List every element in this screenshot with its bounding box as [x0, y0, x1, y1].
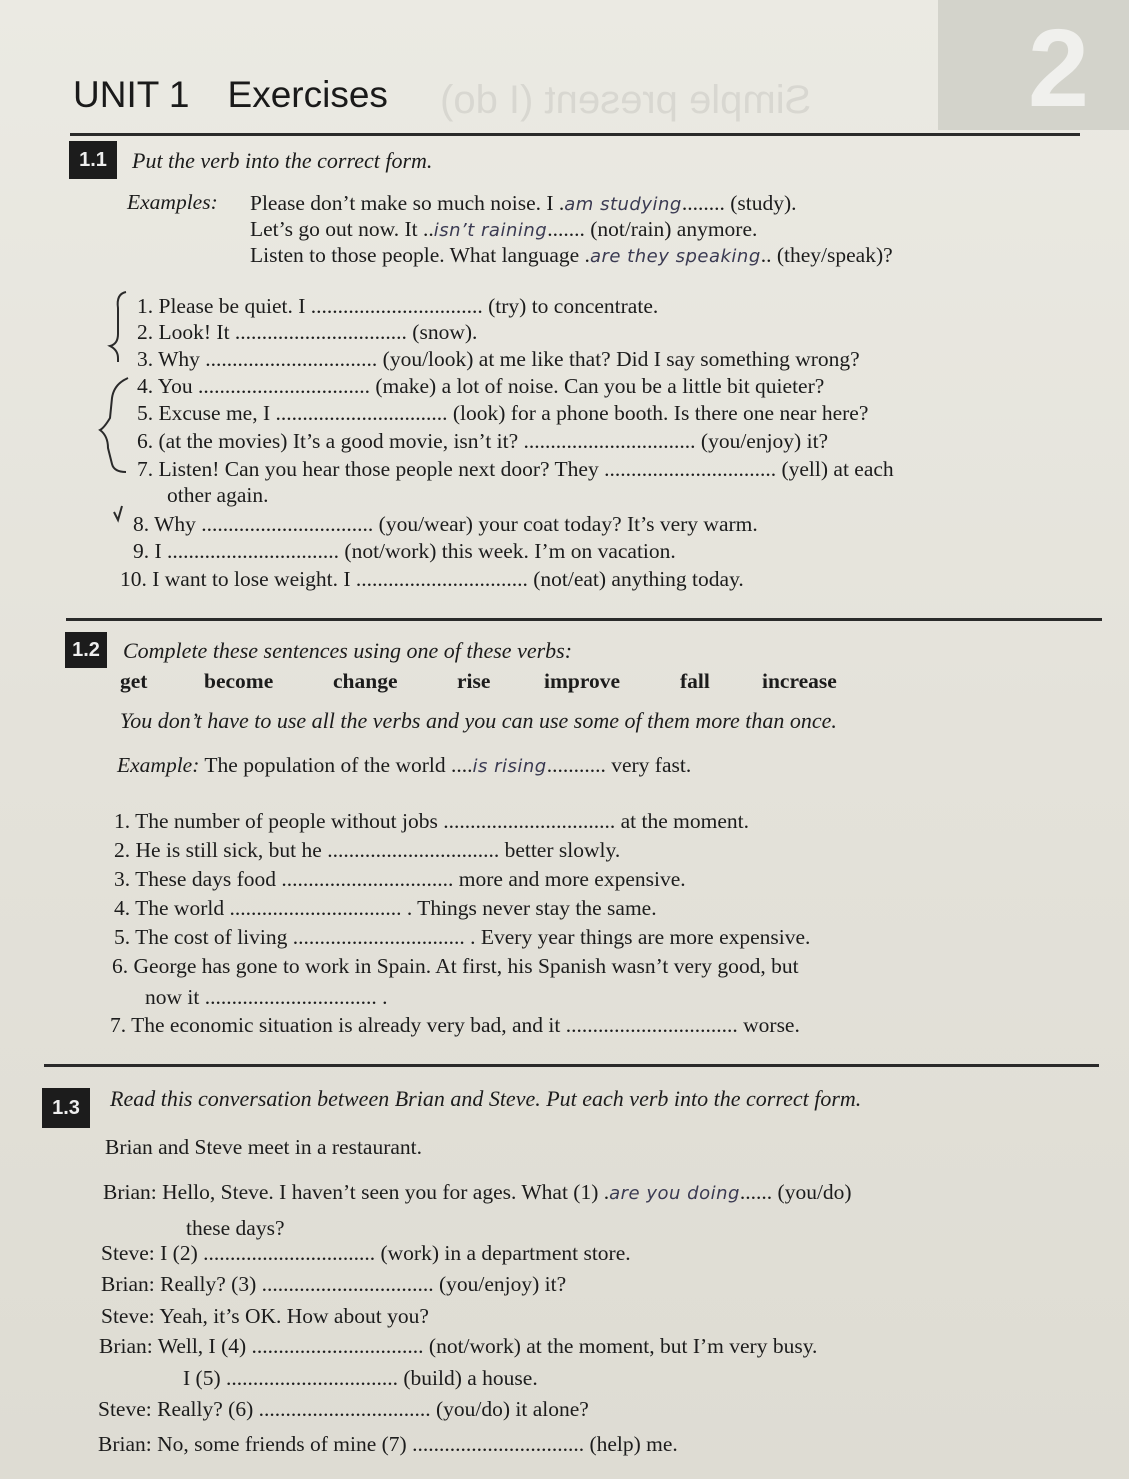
- verb-word: increase: [762, 669, 837, 693]
- handwritten-answer: are you doing: [609, 1183, 740, 1204]
- speaker-label: Steve:: [98, 1397, 152, 1421]
- conversation-line: Brian: Really? (3) ................................ (you/enjoy) it?: [101, 1272, 567, 1296]
- exercise-item: 2. He is still sick, but he ................................ better slowly.: [114, 838, 621, 862]
- example-line-1: Please don’t make so much noise. I .am studying........ (study).: [250, 191, 797, 215]
- exercise-item: 4. You ................................ (make) a lot of noise. Can you be a little bit quieter?: [137, 374, 825, 398]
- conversation-line: these days?: [186, 1216, 285, 1240]
- handwritten-answer: is rising: [472, 756, 547, 777]
- verb-word: rise: [457, 669, 491, 693]
- conversation-line: Brian: Hello, Steve. I haven’t seen you for ages. What (1) .are you doing...... (you/do): [103, 1180, 852, 1204]
- exercise-item: 1. Please be quiet. I ................................ (try) to concentrate.: [137, 294, 659, 318]
- speaker-label: Brian:: [99, 1334, 153, 1358]
- exercise-instruction-1-1: Put the verb into the correct form.: [132, 148, 433, 173]
- exercise-item: 10. I want to lose weight. I ................................ (not/eat) anything today.: [120, 567, 744, 591]
- exercise-item: 5. Excuse me, I ................................ (look) for a phone booth. Is there one near here?: [137, 401, 869, 425]
- speaker-label: Brian:: [101, 1272, 155, 1296]
- speaker-label: Steve:: [101, 1304, 155, 1328]
- corner-number: 2: [1027, 7, 1089, 130]
- speaker-label: Brian:: [103, 1180, 157, 1204]
- exercise-badge-1-2: 1.2: [65, 632, 107, 668]
- speaker-label: Brian:: [98, 1432, 152, 1456]
- handwritten-answer: isn’t raining: [433, 220, 548, 241]
- exercise-item: 3. Why ................................ (you/look) at me like that? Did I say something wrong?: [137, 347, 860, 371]
- examples-label: Examples:: [127, 190, 218, 214]
- exercise-item: 5. The cost of living ................................ . Every year things are more expensive.: [114, 925, 811, 949]
- exercises-label: Exercises: [227, 74, 388, 115]
- page-title: [73, 74, 388, 116]
- exercise-badge-1-3: 1.3: [42, 1088, 90, 1128]
- verb-word: improve: [544, 669, 621, 693]
- exercise-item: 6. George has gone to work in Spain. At first, his Spanish wasn’t very good, but: [112, 954, 799, 978]
- exercise-item-continuation: now it ................................ .: [145, 985, 388, 1009]
- exercise-item: 7. The economic situation is already very bad, and it ................................ worse.: [110, 1013, 800, 1037]
- conversation-line: Brian: No, some friends of mine (7) ................................ (help) me.: [98, 1432, 678, 1456]
- exercise-item: 1. The number of people without jobs ................................ at the moment.: [114, 809, 749, 833]
- conversation-intro: Brian and Steve meet in a restaurant.: [105, 1135, 423, 1159]
- unit-corner-tab: [938, 0, 1129, 130]
- verb-word: get: [120, 669, 148, 693]
- exercise-note: You don’t have to use all the verbs and you can use some of them more than once.: [120, 708, 837, 733]
- exercise-item: 7. Listen! Can you hear those people next door? They ................................ (yell) at each: [137, 457, 894, 481]
- handwritten-bracket-marks: [96, 288, 136, 528]
- section-rule-2: [66, 618, 1102, 621]
- exercise-item: 3. These days food ................................ more and more expensive.: [114, 867, 686, 891]
- conversation-line: Steve: Really? (6) ................................ (you/do) it alone?: [98, 1397, 589, 1421]
- exercise-item: 6. (at the movies) It’s a good movie, isn’t it? ................................ (you/enjoy) it?: [137, 429, 829, 453]
- verb-word: change: [333, 669, 398, 693]
- exercise-instruction-1-2: Complete these sentences using one of these verbs:: [123, 638, 573, 663]
- example-line: Example: The population of the world ....is rising........... very fast.: [117, 753, 692, 777]
- speaker-label: Steve:: [101, 1241, 155, 1265]
- conversation-line: Steve: I (2) ................................ (work) in a department store.: [101, 1241, 631, 1265]
- exercise-item: 8. Why ................................ (you/wear) your coat today? It’s very warm.: [133, 512, 758, 536]
- exercise-instruction-1-3: Read this conversation between Brian and Steve. Put each verb into the correct form.: [110, 1086, 862, 1111]
- exercise-badge-1-1: 1.1: [69, 141, 117, 179]
- exercise-item: 4. The world ................................ . Things never stay the same.: [114, 896, 657, 920]
- handwritten-answer: are they speaking: [589, 246, 761, 267]
- example-line-2: Let’s go out now. It ..isn’t raining....... (not/rain) anymore.: [250, 217, 758, 241]
- section-rule-3: [44, 1064, 1099, 1067]
- example-line-3: Listen to those people. What language .are they speaking.. (they/speak)?: [250, 243, 893, 267]
- exercise-item: 2. Look! It ................................ (snow).: [137, 320, 478, 344]
- section-rule-1: [70, 133, 1080, 136]
- exercise-item-continuation: other again.: [167, 483, 269, 507]
- handwritten-answer: am studying: [564, 194, 682, 215]
- exercise-item: 9. I ................................ (not/work) this week. I’m on vacation.: [133, 539, 676, 563]
- unit-label: UNIT 1: [73, 74, 190, 115]
- conversation-line: Steve: Yeah, it’s OK. How about you?: [101, 1304, 429, 1328]
- bleed-through-text: Simple present (I do): [440, 78, 812, 122]
- verb-word: fall: [680, 669, 710, 693]
- conversation-line: I (5) ................................ (build) a house.: [183, 1366, 538, 1390]
- verb-word: become: [204, 669, 274, 693]
- conversation-line: Brian: Well, I (4) ................................ (not/work) at the moment, but I’m very busy.: [99, 1334, 818, 1358]
